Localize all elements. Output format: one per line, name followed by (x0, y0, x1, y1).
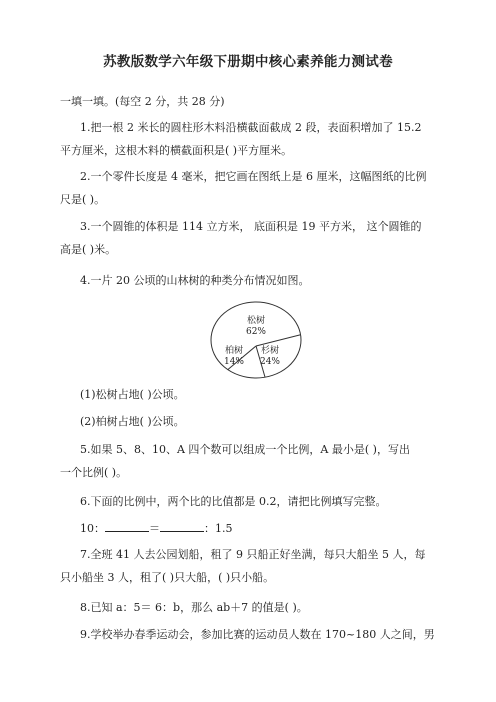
question-8-line-1: 8.已知 a：5＝ 6：b，那么 ab＋7 的值是( )。 (80, 601, 308, 614)
pie-slice-name-label: 柏树 (224, 346, 244, 356)
question-3-line-1: 3.一个圆锥的体积是 114 立方米， 底面积是 19 平方米， 这个圆锥的 (80, 220, 422, 233)
tree-distribution-pie-chart (209, 300, 303, 380)
pie-slice-percent-label: 14% (223, 357, 245, 367)
question-6-proportion (80, 521, 233, 536)
question-9-line-1: 9.学校举办春季运动会，参加比赛的运动员人数在 170~180 人之间，男 (80, 628, 435, 641)
pie-slice-name-label: 松树 (246, 316, 266, 326)
proportion-blank-2[interactable] (160, 521, 204, 532)
pie-slice-percent-label: 24% (259, 357, 281, 367)
pie-slice-name-label: 杉树 (260, 346, 280, 356)
question-1-line-2: 平方厘米，这根木料的横截面积是( )平方厘米。 (60, 144, 293, 157)
question-2-line-1: 2.一个零件长度是 4 毫米，把它画在图纸上是 6 厘米，这幅图纸的比例 (80, 170, 427, 183)
question-4-sub-1: (1)松树占地( )公顷。 (80, 388, 185, 401)
proportion-right-term: ：1.5 (204, 522, 233, 535)
proportion-equals: ＝ (149, 522, 160, 535)
proportion-blank-1[interactable] (105, 521, 149, 532)
question-6-line-1: 6.下面的比例中，两个比的比值都是 0.2，请把比例填写完整。 (80, 495, 387, 508)
question-4-intro: 4.一片 20 公顷的山林树的种类分布情况如图。 (80, 274, 310, 287)
question-7-line-2: 只小船坐 3 人，租了( )只大船，( )只小船。 (60, 571, 275, 584)
question-3-line-2: 高是( )米。 (60, 243, 117, 256)
pie-slice-percent-label: 62% (245, 327, 267, 337)
page-title: 苏教版数学六年级下册期中核心素养能力测试卷 (103, 54, 393, 70)
question-5-line-1: 5.如果 5、8、10、A 四个数可以组成一个比例，A 最小是( )，写出 (80, 443, 410, 456)
question-1-line-1: 1.把一根 2 米长的圆柱形木料沿横截面截成 2 段，表面积增加了 15.2 (80, 121, 422, 134)
question-4-sub-2: (2)柏树占地( )公顷。 (80, 415, 185, 428)
section-heading: 一填一填。(每空 2 分，共 28 分) (60, 95, 225, 108)
question-5-line-2: 一个比例( )。 (60, 466, 128, 479)
proportion-left-term: 10： (80, 522, 105, 535)
question-7-line-1: 7.全班 41 人去公园划船，租了 9 只船正好坐满，每只大船坐 5 人，每 (80, 548, 426, 561)
question-2-line-2: 尺是( )。 (60, 193, 106, 206)
